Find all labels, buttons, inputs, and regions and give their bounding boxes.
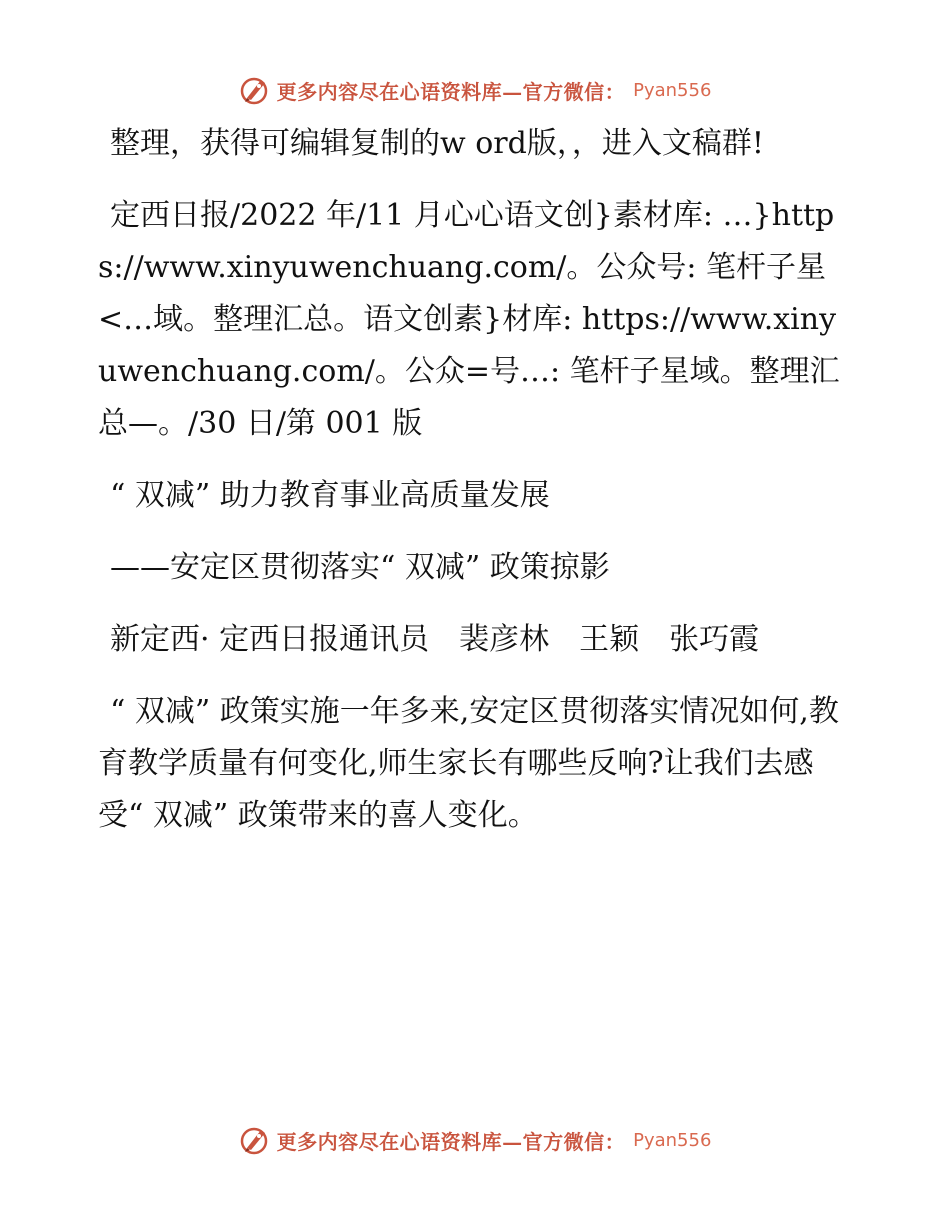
header-banner-text: 更多内容尽在心语资料库—官方微信： bbox=[276, 79, 626, 104]
footer-banner bbox=[0, 1120, 950, 1160]
document-body bbox=[98, 118, 853, 862]
footer-banner-contact: Pyan556 bbox=[633, 1129, 712, 1151]
article-title: “ 双减” 助力教育事业高质量发展 bbox=[110, 478, 550, 513]
header-banner-contact: Pyan556 bbox=[633, 79, 712, 101]
footer-banner-text: 更多内容尽在心语资料库—官方微信： bbox=[276, 1129, 626, 1154]
quill-pen-logo-icon bbox=[239, 1124, 271, 1156]
header-banner bbox=[0, 70, 950, 110]
source-paragraph: 定西日报/2022 年/11 月心心语文创}素材库: …}https://www.xinyuwenchuang.com/。公众号: 笔杆子星<…域。整理汇总。语文创素}材库: https://www.xinyuwenchuang.com/。公众=号…: 笔杆子星域。整理汇总—。/30 日/第 001 版 bbox=[98, 198, 840, 441]
article-body-paragraph: “ 双减” 政策实施一年多来,安定区贯彻落实情况如何,教育教学质量有何变化,师生家长有哪些反响?让我们去感受“ 双减” 政策带来的喜人变化。 bbox=[98, 694, 839, 833]
article-subtitle: ——安定区贯彻落实“ 双减” 政策掠影 bbox=[110, 550, 610, 585]
intro-paragraph: 整理，获得可编辑复制的w ord版，，进入文稿群! bbox=[110, 126, 764, 161]
quill-pen-logo-icon bbox=[239, 74, 271, 106]
article-byline: 新定西· 定西日报通讯员 裴彦林 王颖 张巧霞 bbox=[110, 622, 760, 657]
